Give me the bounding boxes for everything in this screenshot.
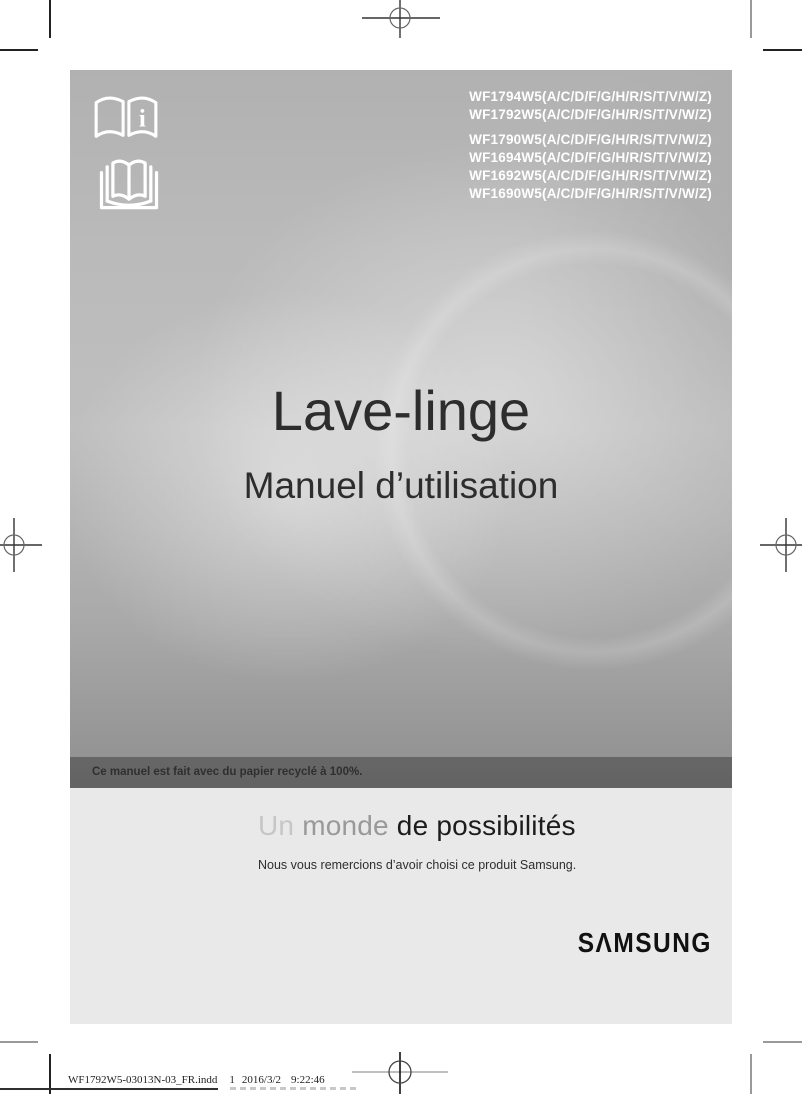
registration-mark-right [760, 518, 802, 574]
cover-content [70, 70, 732, 1024]
samsung-logo: SΛMSUNG [577, 927, 712, 959]
model-number: WF1692W5(A/C/D/F/G/H/R/S/T/V/W/Z) [469, 168, 712, 183]
model-number: WF1690W5(A/C/D/F/G/H/R/S/T/V/W/Z) [469, 186, 712, 201]
recycled-paper-band [70, 757, 732, 788]
model-group-gap [469, 124, 712, 131]
crop-mark-bottom-right-h [763, 1041, 802, 1043]
thanks-text: Nous vous remercions d’avoir choisi ce produit Samsung. [258, 858, 577, 872]
cover-subtitle: Manuel d’utilisation [243, 465, 559, 506]
manual-info-icon [92, 92, 160, 144]
tagline [258, 810, 576, 842]
registration-mark-top [356, 0, 444, 40]
registration-mark-left [0, 518, 42, 574]
cover-lower-area [70, 788, 732, 1024]
tagline-word1: Un [258, 810, 295, 841]
slug-time: 9:22:46 [291, 1074, 325, 1086]
model-number: WF1794W5(A/C/D/F/G/H/R/S/T/V/W/Z) [469, 89, 712, 104]
print-slug-line [68, 1074, 325, 1086]
color-control-strip [230, 1087, 360, 1090]
cover-title: Lave-linge [271, 379, 531, 442]
open-book-icon [92, 153, 166, 213]
registration-mark-bottom [352, 1052, 448, 1094]
model-number: WF1694W5(A/C/D/F/G/H/R/S/T/V/W/Z) [469, 150, 712, 165]
recycled-paper-note: Ce manuel est fait avec du papier recyclé à 100%. [92, 766, 363, 778]
crop-mark-top-right-h [763, 49, 802, 51]
slug-filename: WF1792W5-03013N-03_FR.indd [68, 1074, 218, 1086]
crop-mark-top-right-v [750, 0, 752, 38]
slug-page-number: 1 [229, 1074, 235, 1086]
model-number: WF1792W5(A/C/D/F/G/H/R/S/T/V/W/Z) [469, 107, 712, 122]
cover-photo-area [70, 70, 732, 788]
svg-text:i: i [138, 105, 146, 133]
crop-mark-top-left-v [49, 0, 51, 38]
slug-divider-line [0, 1088, 218, 1090]
crop-mark-top-left-h [0, 49, 38, 51]
model-number: WF1790W5(A/C/D/F/G/H/R/S/T/V/W/Z) [469, 132, 712, 147]
crop-mark-bottom-left-h [0, 1041, 38, 1043]
model-number-list [469, 88, 712, 203]
tagline-rest: de possibilités [396, 810, 576, 841]
manual-icons [92, 92, 172, 213]
crop-mark-bottom-right-v [750, 1054, 752, 1094]
slug-date: 2016/3/2 [241, 1074, 282, 1086]
tagline-word2: monde [302, 810, 389, 841]
